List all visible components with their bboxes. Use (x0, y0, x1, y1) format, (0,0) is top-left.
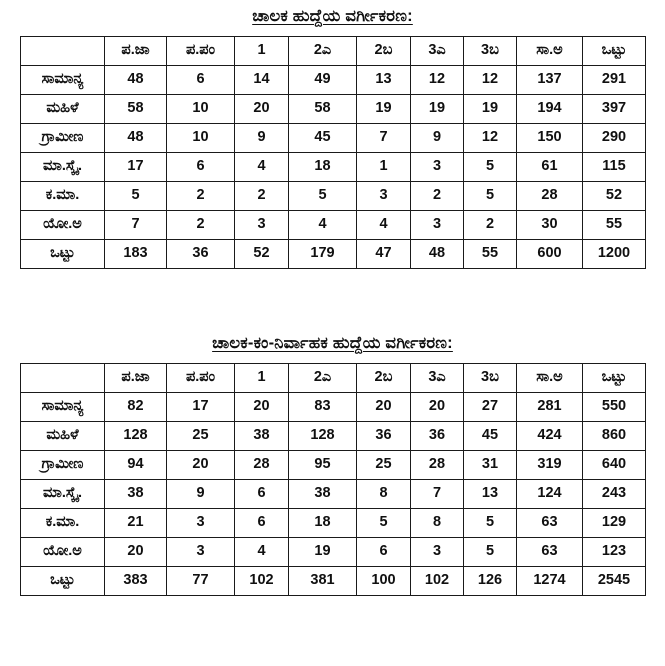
table-2-cell-2-3: 95 (289, 450, 357, 479)
table-2-cell-1-7: 424 (517, 421, 583, 450)
table-1-cell-2-0: 48 (105, 123, 167, 152)
table-1-cell-4-7: 28 (517, 181, 583, 210)
section-driver-cum-conductor-post (0, 327, 665, 596)
table-2-cell-1-8: 860 (583, 421, 646, 450)
table-1-cell-1-1: 10 (167, 94, 235, 123)
table-2-cell-1-4: 36 (357, 421, 411, 450)
table-row (21, 392, 646, 421)
section-2-title-text: ಚಾಲಕ-ಕಂ-ನಿರ್ವಾಹಕ ಹುದ್ದೆಯ ವರ್ಗೀಕರಣ: (212, 334, 453, 352)
table-1-cell-5-4: 4 (357, 210, 411, 239)
table-2-cell-1-3: 128 (289, 421, 357, 450)
table-2-cell-4-0: 21 (105, 508, 167, 537)
table-1-cell-0-7: 137 (517, 65, 583, 94)
table-2-cell-0-8: 550 (583, 392, 646, 421)
table-1-cell-4-1: 2 (167, 181, 235, 210)
table-1-col-header-ppm: ಪ.ಪಂ (167, 36, 235, 65)
table-1-header-row (21, 36, 646, 65)
table-1-col-header-1: 1 (235, 36, 289, 65)
table-2-cell-1-5: 36 (411, 421, 464, 450)
table-1-cell-0-4: 13 (357, 65, 411, 94)
table-1-cell-4-8: 52 (583, 181, 646, 210)
table-row (21, 181, 646, 210)
table-2-cell-2-2: 28 (235, 450, 289, 479)
table-1-cell-0-8: 291 (583, 65, 646, 94)
table-1-cell-5-2: 3 (235, 210, 289, 239)
table-2-cell-5-6: 5 (464, 537, 517, 566)
table-2-col-header-3a: 3ಎ (411, 363, 464, 392)
table-2-cell-3-7: 124 (517, 479, 583, 508)
table-1-cell-0-5: 12 (411, 65, 464, 94)
table-1-cell-0-0: 48 (105, 65, 167, 94)
table-2-row-label-2: ಗ್ರಾಮೀಣ (21, 450, 105, 479)
table-row (21, 479, 646, 508)
table-1-cell-6-1: 36 (167, 239, 235, 268)
table-1-cell-1-4: 19 (357, 94, 411, 123)
table-2-cell-2-1: 20 (167, 450, 235, 479)
table-2-cell-0-3: 83 (289, 392, 357, 421)
table-2-cell-5-2: 4 (235, 537, 289, 566)
table-1-cell-4-0: 5 (105, 181, 167, 210)
table-1-cell-5-8: 55 (583, 210, 646, 239)
table-row (21, 65, 646, 94)
table-2-cell-1-0: 128 (105, 421, 167, 450)
table-2-row-label-0: ಸಾಮಾನ್ಯ (21, 392, 105, 421)
table-1-row-label-0: ಸಾಮಾನ್ಯ (21, 65, 105, 94)
table-2-cell-3-4: 8 (357, 479, 411, 508)
table-2-row-label-6: ಒಟ್ಟು (21, 566, 105, 595)
table-1-cell-6-8: 1200 (583, 239, 646, 268)
table-2-cell-4-7: 63 (517, 508, 583, 537)
table-1-col-header-2b: 2ಬ (357, 36, 411, 65)
table-1-cell-4-4: 3 (357, 181, 411, 210)
table-1-cell-3-3: 18 (289, 152, 357, 181)
table-2-cell-5-7: 63 (517, 537, 583, 566)
table-1-col-header-3a: 3ಎ (411, 36, 464, 65)
table-2-total-row (21, 566, 646, 595)
table-1-cell-5-5: 3 (411, 210, 464, 239)
table-2-cell-6-7: 1274 (517, 566, 583, 595)
table-2-col-header-1: 1 (235, 363, 289, 392)
table-2-cell-1-6: 45 (464, 421, 517, 450)
table-1-cell-4-2: 2 (235, 181, 289, 210)
table-1-cell-5-7: 30 (517, 210, 583, 239)
table-2-cell-4-5: 8 (411, 508, 464, 537)
table-1-cell-2-7: 150 (517, 123, 583, 152)
table-2-row-label-5: ಯೋ.ಅ (21, 537, 105, 566)
table-2-cell-3-8: 243 (583, 479, 646, 508)
table-1-cell-2-2: 9 (235, 123, 289, 152)
table-2-cell-4-1: 3 (167, 508, 235, 537)
table-1-cell-0-2: 14 (235, 65, 289, 94)
table-2-cell-4-4: 5 (357, 508, 411, 537)
table-1-row-label-2: ಗ್ರಾಮೀಣ (21, 123, 105, 152)
table-2-row-label-4: ಕ.ಮಾ. (21, 508, 105, 537)
table-1-cell-3-6: 5 (464, 152, 517, 181)
table-1-cell-6-5: 48 (411, 239, 464, 268)
table-2-col-header-ppm: ಪ.ಪಂ (167, 363, 235, 392)
table-1-cell-6-6: 55 (464, 239, 517, 268)
table-1-cell-5-0: 7 (105, 210, 167, 239)
table-2-cell-5-3: 19 (289, 537, 357, 566)
table-2-cell-6-1: 77 (167, 566, 235, 595)
table-2-cell-3-0: 38 (105, 479, 167, 508)
table-2-cell-2-8: 640 (583, 450, 646, 479)
table-1-cell-3-7: 61 (517, 152, 583, 181)
table-2-wrapper (20, 363, 645, 596)
table-1-cell-1-6: 19 (464, 94, 517, 123)
table-2-cell-5-8: 123 (583, 537, 646, 566)
table-1-cell-2-4: 7 (357, 123, 411, 152)
table-2-col-header-2a: 2ಎ (289, 363, 357, 392)
table-1-cell-3-2: 4 (235, 152, 289, 181)
table-1-row-label-5: ಯೋ.ಅ (21, 210, 105, 239)
table-1-cell-4-5: 2 (411, 181, 464, 210)
table-1-cell-3-1: 6 (167, 152, 235, 181)
section-2-title (0, 327, 665, 363)
table-2-col-header-pja: ಪ.ಜಾ (105, 363, 167, 392)
table-row (21, 123, 646, 152)
table-1-wrapper (20, 36, 645, 269)
table-row (21, 508, 646, 537)
table-1-cell-3-4: 1 (357, 152, 411, 181)
table-1-cell-1-7: 194 (517, 94, 583, 123)
table-2-row-label-3: ಮಾ.ಸ್ಕೈ. (21, 479, 105, 508)
section-1-title (0, 0, 665, 36)
table-1-cell-5-6: 2 (464, 210, 517, 239)
table-1-total-row (21, 239, 646, 268)
table-2-row-label-1: ಮಹಿಳೆ (21, 421, 105, 450)
table-2-cell-1-2: 38 (235, 421, 289, 450)
table-2-cell-5-5: 3 (411, 537, 464, 566)
table-2-cell-3-2: 6 (235, 479, 289, 508)
table-1-corner-cell (21, 36, 105, 65)
table-2-cell-0-5: 20 (411, 392, 464, 421)
table-2-header-row (21, 363, 646, 392)
table-1-col-header-total: ಒಟ್ಟು (583, 36, 646, 65)
table-row (21, 152, 646, 181)
table-2-col-header-2b: 2ಬ (357, 363, 411, 392)
table-1-cell-2-5: 9 (411, 123, 464, 152)
table-1-cell-2-1: 10 (167, 123, 235, 152)
table-1-cell-6-2: 52 (235, 239, 289, 268)
table-2-cell-5-1: 3 (167, 537, 235, 566)
table-1-cell-6-4: 47 (357, 239, 411, 268)
table-2-cell-5-0: 20 (105, 537, 167, 566)
table-row (21, 94, 646, 123)
table-2-cell-0-6: 27 (464, 392, 517, 421)
table-1-cell-4-3: 5 (289, 181, 357, 210)
table-2-cell-6-0: 383 (105, 566, 167, 595)
table-1-cell-5-1: 2 (167, 210, 235, 239)
table-1-cell-6-0: 183 (105, 239, 167, 268)
table-2-corner-cell (21, 363, 105, 392)
table-2-cell-6-8: 2545 (583, 566, 646, 595)
table-2-cell-3-1: 9 (167, 479, 235, 508)
table-2-cell-6-5: 102 (411, 566, 464, 595)
table-row (21, 421, 646, 450)
table-1-cell-2-6: 12 (464, 123, 517, 152)
table-2-cell-0-2: 20 (235, 392, 289, 421)
table-1-cell-1-0: 58 (105, 94, 167, 123)
table-1-cell-3-8: 115 (583, 152, 646, 181)
table-2-col-header-total: ಒಟ್ಟು (583, 363, 646, 392)
table-2-cell-0-7: 281 (517, 392, 583, 421)
table-1-cell-2-8: 290 (583, 123, 646, 152)
table-2-col-header-saa: ಸಾ.ಅ (517, 363, 583, 392)
table-1-row-label-1: ಮಹಿಳೆ (21, 94, 105, 123)
table-2-cell-0-1: 17 (167, 392, 235, 421)
table-1-row-label-3: ಮಾ.ಸ್ಕೈ. (21, 152, 105, 181)
table-2-cell-2-5: 28 (411, 450, 464, 479)
table-2-cell-2-4: 25 (357, 450, 411, 479)
table-row (21, 450, 646, 479)
table-2-cell-3-5: 7 (411, 479, 464, 508)
table-1-cell-5-3: 4 (289, 210, 357, 239)
table-1-cell-1-8: 397 (583, 94, 646, 123)
table-2-cell-6-3: 381 (289, 566, 357, 595)
table-row (21, 210, 646, 239)
table-1-cell-6-3: 179 (289, 239, 357, 268)
table-2-cell-0-0: 82 (105, 392, 167, 421)
table-2-cell-5-4: 6 (357, 537, 411, 566)
table-2-cell-2-0: 94 (105, 450, 167, 479)
table-1-col-header-pja: ಪ.ಜಾ (105, 36, 167, 65)
table-2-cell-2-6: 31 (464, 450, 517, 479)
table-1-cell-0-1: 6 (167, 65, 235, 94)
table-2-cell-6-6: 126 (464, 566, 517, 595)
table-driver-post (20, 36, 646, 269)
table-1-cell-1-2: 20 (235, 94, 289, 123)
table-1-cell-0-3: 49 (289, 65, 357, 94)
table-1-cell-0-6: 12 (464, 65, 517, 94)
section-driver-post (0, 0, 665, 269)
table-2-cell-4-8: 129 (583, 508, 646, 537)
table-1-cell-3-5: 3 (411, 152, 464, 181)
table-row (21, 537, 646, 566)
table-1-col-header-saa: ಸಾ.ಅ (517, 36, 583, 65)
table-2-cell-2-7: 319 (517, 450, 583, 479)
table-1-col-header-3b: 3ಬ (464, 36, 517, 65)
table-driver-cum-conductor-post (20, 363, 646, 596)
table-1-cell-2-3: 45 (289, 123, 357, 152)
section-1-title-text: ಚಾಲಕ ಹುದ್ದೆಯ ವರ್ಗೀಕರಣ: (252, 7, 413, 25)
table-2-cell-1-1: 25 (167, 421, 235, 450)
table-2-cell-4-3: 18 (289, 508, 357, 537)
table-2-cell-6-4: 100 (357, 566, 411, 595)
table-2-cell-3-6: 13 (464, 479, 517, 508)
table-1-row-label-6: ಒಟ್ಟು (21, 239, 105, 268)
table-1-cell-1-3: 58 (289, 94, 357, 123)
table-2-cell-0-4: 20 (357, 392, 411, 421)
table-1-cell-6-7: 600 (517, 239, 583, 268)
table-2-cell-4-6: 5 (464, 508, 517, 537)
table-2-cell-6-2: 102 (235, 566, 289, 595)
table-1-cell-4-6: 5 (464, 181, 517, 210)
table-2-cell-4-2: 6 (235, 508, 289, 537)
table-1-col-header-2a: 2ಎ (289, 36, 357, 65)
table-1-row-label-4: ಕ.ಮಾ. (21, 181, 105, 210)
table-2-cell-3-3: 38 (289, 479, 357, 508)
table-1-cell-3-0: 17 (105, 152, 167, 181)
table-1-cell-1-5: 19 (411, 94, 464, 123)
table-2-col-header-3b: 3ಬ (464, 363, 517, 392)
